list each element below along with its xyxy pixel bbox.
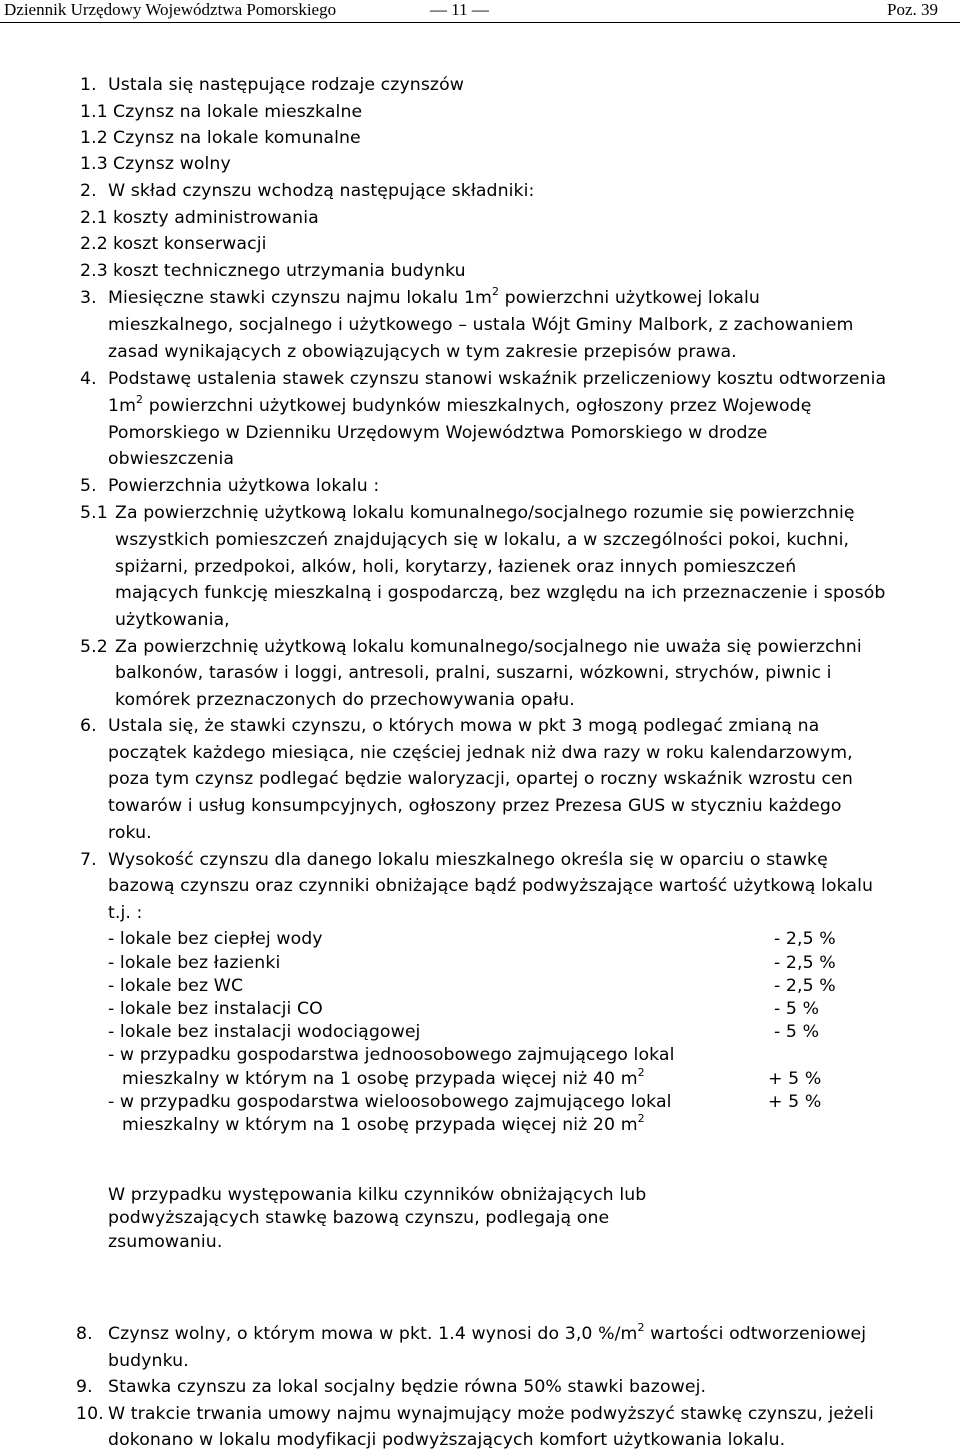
item-text: obwieszczenia	[108, 449, 235, 469]
subitem-text: Czynsz wolny	[113, 154, 231, 174]
subitem-text: komórek przeznaczonych do przechowywania opału.	[115, 690, 575, 710]
item-number: 1.	[80, 75, 97, 95]
note-text: zsumowaniu.	[108, 1232, 223, 1252]
factor-value: - 5 %	[774, 1022, 820, 1042]
factor-label: - lokale bez ciepłej wody	[108, 929, 323, 949]
item-text: bazową czynszu oraz czynniki obniżające bądź podwyższające wartość użytkową lokalu	[108, 876, 874, 896]
item-number: 10.	[76, 1404, 104, 1424]
item-text: zasad wynikających z obowiązujących w tym zakresie przepisów prawa.	[108, 342, 737, 362]
subitem-text: spiżarni, przedpokoi, alków, holi, korytarzy, łazienek oraz innych pomieszczeń	[115, 557, 797, 577]
item-number: 5.	[80, 476, 97, 496]
item-text: Podstawę ustalenia stawek czynszu stanowi wskaźnik przeliczeniowy kosztu odtworzenia	[108, 369, 887, 389]
factor-value: + 5 %	[768, 1069, 822, 1089]
item-number: 7.	[80, 850, 97, 870]
subitem-number: 1.1	[80, 102, 108, 122]
subitem-number: 2.3	[80, 261, 108, 281]
item-number: 9.	[76, 1377, 93, 1397]
subitem-text: Za powierzchnię użytkową lokalu komunalnego/socjalnego rozumie się powierzchnię	[115, 503, 855, 523]
subitem-text: koszt technicznego utrzymania budynku	[113, 261, 466, 281]
item-text: Czynsz wolny, o którym mowa w pkt. 1.4 wynosi do 3,0 $\%/m^2$ wartości odtworzeniowej	[108, 1321, 867, 1344]
item-text: Ustala się następujące rodzaje czynszów	[108, 75, 465, 95]
item-text: Wysokość czynszu dla danego lokalu mieszkalnego określa się w oparciu o stawkę	[108, 850, 828, 870]
subitem-text: balkonów, tarasów i loggi, antresoli, pralni, suszarni, wózkowni, strychów, piwnic i	[115, 663, 832, 683]
factor-value: + 5 %	[768, 1092, 822, 1112]
subitem-text: Czynsz na lokale komunalne	[113, 128, 361, 148]
factor-label: - lokale bez instalacji CO	[108, 999, 323, 1019]
item-text: budynku.	[108, 1351, 189, 1371]
factor-value: - 2,5 %	[774, 929, 836, 949]
factor-label: - lokale bez instalacji wodociągowej	[108, 1022, 421, 1042]
item-text: $1m^2$ powierzchni użytkowej budynków mieszkalnych, ogłoszony przez Wojewodę	[108, 393, 812, 416]
item-text: roku.	[108, 823, 152, 843]
page-number: — 11 —	[430, 0, 489, 19]
item-text: początek każdego miesiąca, nie częściej jednak niż dwa razy w roku kalendarzowym,	[108, 743, 853, 763]
item-text: mieszkalnego, socjalnego i użytkowego – ustala Wójt Gminy Malbork, z zachowaniem	[108, 315, 854, 335]
item-text: Powierzchnia użytkowa lokalu :	[108, 476, 380, 496]
subitem-text: Czynsz na lokale mieszkalne	[113, 102, 363, 122]
item-number: 3.	[80, 288, 97, 308]
item-text: t.j. :	[108, 903, 143, 923]
factor-label: - lokale bez łazienki	[108, 953, 281, 973]
item-number: 4.	[80, 369, 97, 389]
item-number: 8.	[76, 1324, 93, 1344]
item-text: Stawka czynszu za lokal socjalny będzie równa 50% stawki bazowej.	[108, 1377, 707, 1397]
item-text: dokonano w lokalu modyfikacji podwyższających komfort użytkowania lokalu.	[108, 1430, 786, 1450]
subitem-text: koszty administrowania	[113, 208, 319, 228]
item-text: towarów i usług konsumpcyjnych, ogłoszony przez Prezesa GUS w styczniu każdego	[108, 796, 842, 816]
subitem-number: 2.1	[80, 208, 108, 228]
subitem-text: mających funkcję mieszkalną i gospodarczą, bez względu na ich przeznaczenie i sposób	[115, 583, 886, 603]
subitem-number: 5.1	[80, 503, 108, 523]
subitem-number: 5.2	[80, 637, 108, 657]
item-text: Ustala się, że stawki czynszu, o których mowa w pkt 3 mogą podlegać zmianą na	[108, 716, 820, 736]
factor-value: - 5 %	[774, 999, 820, 1019]
factor-value: - 2,5 %	[774, 976, 836, 996]
position-number: Poz. 39	[887, 0, 938, 19]
item-text: poza tym czynsz podlegać będzie waloryzacji, opartej o roczny wskaźnik wzrostu cen	[108, 769, 853, 789]
journal-title: Dziennik Urzędowy Województwa Pomorskiego	[4, 0, 337, 19]
factor-label: - w przypadku gospodarstwa jednoosobowego zajmującego lokal	[108, 1045, 675, 1065]
item-number: 2.	[80, 181, 97, 201]
factor-value: - 2,5 %	[774, 953, 836, 973]
note-text: W przypadku występowania kilku czynników obniżających lub	[108, 1185, 647, 1205]
item-text: Pomorskiego w Dzienniku Urzędowym Województwa Pomorskiego w drodze	[108, 423, 768, 443]
factor-label: mieszkalny w którym na 1 osobę przypada więcej niż 20 $m^2$	[122, 1112, 645, 1135]
item-text: Miesięczne stawki czynszu najmu lokalu $1m^2$ powierzchni użytkowej lokalu	[108, 285, 760, 308]
factor-label: - w przypadku gospodarstwa wieloosobowego zajmującego lokal	[108, 1092, 672, 1112]
subitem-text: koszt konserwacji	[113, 234, 267, 254]
subitem-text: wszystkich pomieszczeń znajdujących się w lokalu, a w szczególności pokoi, kuchni,	[115, 530, 850, 550]
factor-label: mieszkalny w którym na 1 osobę przypada więcej niż 40 $m^2$	[122, 1066, 645, 1089]
factor-label: - lokale bez WC	[108, 976, 244, 996]
subitem-number: 2.2	[80, 234, 108, 254]
item-text: W skład czynszu wchodzą następujące składniki:	[108, 181, 535, 201]
subitem-text: Za powierzchnię użytkową lokalu komunalnego/socjalnego nie uważa się powierzchni	[115, 637, 862, 657]
item-number: 6.	[80, 716, 97, 736]
subitem-text: użytkowania,	[115, 610, 230, 630]
note-text: podwyższających stawkę bazową czynszu, podlegają one	[108, 1208, 610, 1228]
subitem-number: 1.2	[80, 128, 108, 148]
subitem-number: 1.3	[80, 154, 108, 174]
item-text: W trakcie trwania umowy najmu wynajmujący może podwyższyć stawkę czynszu, jeżeli	[108, 1404, 874, 1424]
